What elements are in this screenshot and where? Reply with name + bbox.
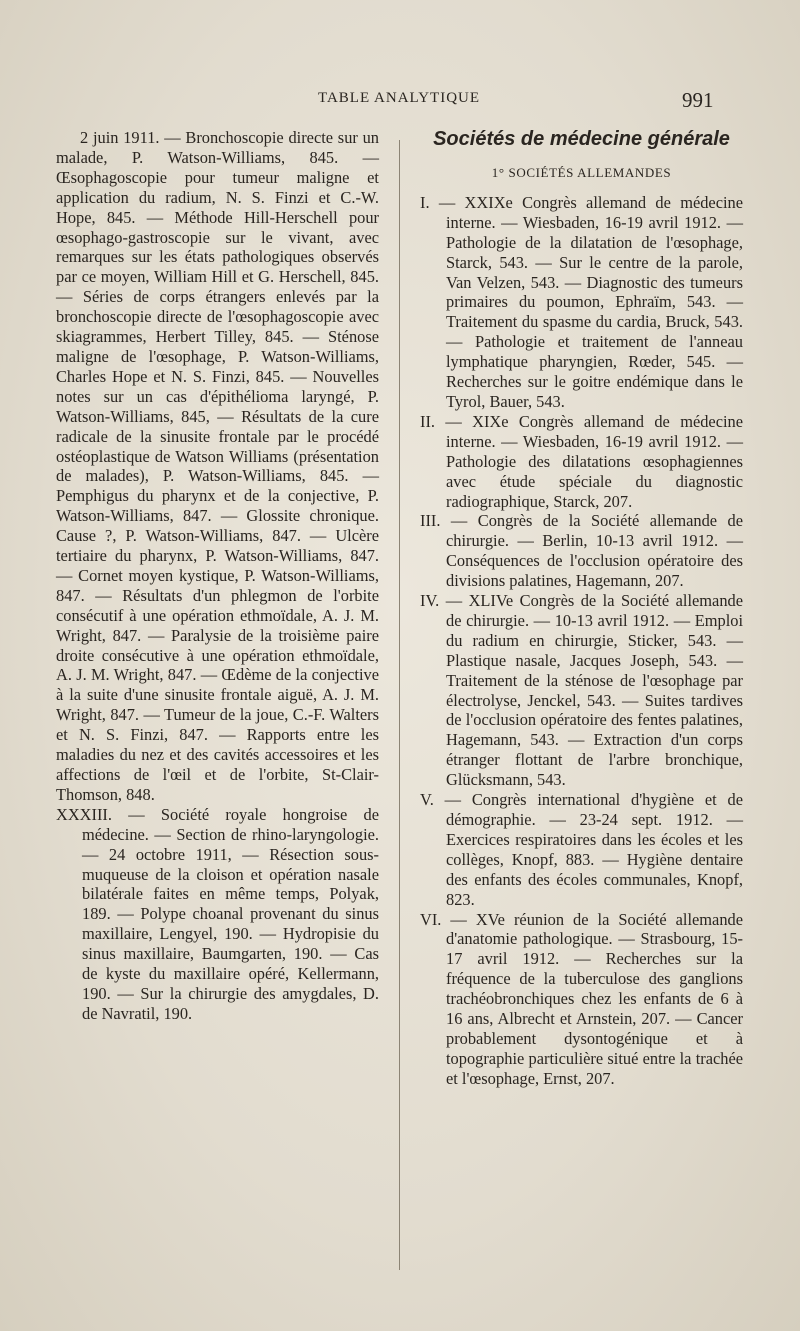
subsection-title: 1° SOCIÉTÉS ALLEMANDES: [491, 165, 672, 180]
running-head: [0, 88, 800, 112]
index-entry-vi: VI. — XVe réunion de la Société allemande d'anatomie pathologique. — Strasbourg, 15-17 avril 1912. — Recherches sur la fréquence de la tuberculose des ganglions trachéobronchiques chez les enfants de 6 à 16 ans, Albrecht et Arnstein, 207. — Cancer probablement dysontogénique et à topographie particulière situé entre la trachée et l'œsophage, Ernst, 207.: [420, 909, 743, 1088]
section-title: Sociétés de médecine générale: [433, 128, 730, 150]
index-entry-xxxiii: XXXIII. — Société royale hongroise de médecine. — Section de rhino-laryngologie. — 24 octobre 1911, — Résection sous-muqueuse de la cloison et opération nasale bilatérale faites en même temps, Polyak, 189. — Polype choanal provenant du sinus maxillaire, Lengyel, 190. — Hydropisie du sinus maxillaire, Baumgarten, 190. — Cas de kyste du maxillaire opéré, Kellermann, 190. — Sur la chirurgie des amygdales, D. de Navratil, 190.: [56, 804, 379, 1023]
column-divider: [399, 140, 400, 1270]
index-entry-ii: II. — XIXe Congrès allemand de médecine interne. — Wiesbaden, 16-19 avril 1912. — Pathologie des dilatations œsophagiennes avec étude spéciale du diagnostic radiographique, Starck, 207.: [420, 411, 743, 511]
index-entry-iii: III. — Congrès de la Société allemande de chirurgie. — Berlin, 10-13 avril 1912. — Conséquences de l'occlusion opératoire des divisions palatines, Hagemann, 207.: [420, 511, 743, 591]
index-entry-continued: 2 juin 1911. — Bronchoscopie directe sur un malade, P. Watson-Williams, 845. — Œsophagoscopie pour tumeur maligne et application du radium, N. S. Finzi et C.-W. Hope, 845. — Méthode Hill-Herschell pour œsophago-gastroscopie sur le vivant, avec remarques sur les états pathologiques observés par ce moyen, William Hill et G. Herschell, 845. — Séries de corps étrangers enlevés par la bronchoscopie directe de l'œsophagoscopie avec skiagrammes, Herbert Tilley, 845. — Sténose maligne de l'œsophage, P. Watson-Williams, Charles Hope et N. S. Finzi, 845. — Nouvelles notes sur un cas d'épithélioma laryngé, P. Watson-Williams, 845, — Résultats de la cure radicale de la sinusite frontale par le procédé ostéoplastique de Watson Williams (présentation de malades), P. Watson-Williams, 845. — Pemphigus du pharynx et de la conjective, P. Watson-Williams, 847. — Glossite chronique. Cause ?, P. Watson-Williams, 847. — Ulcère tertiaire du pharynx, P. Watson-Williams, 847. — Cornet moyen kystique, P. Watson-Williams, 847. — Résultats d'un phlegmon de l'orbite consécutif à une opération ethmoïdale, A. J. M. Wright, 847. — Paralysie de la troisième paire droite consécutive à une opération ethmoïdale, A. J. M. Wright, 847. — Œdème de la conjective à la suite d'une sinusite frontale aiguë, A. J. M. Wright, 847. — Tumeur de la joue, C.-F. Walters et N. S. Finzi, 847. — Rapports entre les maladies du nez et des cavités accessoires et les affections de l'œil et de l'orbite, St-Clair-Thomson, 848.: [56, 128, 379, 804]
right-column: [420, 128, 743, 1089]
page-number: 991: [682, 88, 714, 112]
index-entry-i: I. — XXIXe Congrès allemand de médecine interne. — Wiesbaden, 16-19 avril 1912. — Pathologie de la dilatation de l'œsophage, Starck, 543. — Sur le centre de la parole, Van Velzen, 543. — Diagnostic des tumeurs primaires du poumon, Ephraïm, 543. — Traitement du spasme du cardia, Bruck, 543. — Pathologie et traitement de l'anneau lymphatique pharyngien, Rœder, 545. — Recherches sur le goitre endémique dans le Tyrol, Bauer, 543.: [420, 192, 743, 411]
index-entry-v: V. — Congrès international d'hygiène et de démographie. — 23-24 sept. 1912. — Exercices respiratoires dans les écoles et les collèges, Knopf, 883. — Hygiène dentaire des enfants des écoles communales, Knopf, 823.: [420, 790, 743, 909]
left-column: [56, 128, 379, 1024]
running-head-title: TABLE ANALYTIQUE: [318, 90, 481, 106]
index-entry-iv: IV. — XLIVe Congrès de la Société allemande de chirurgie. — 10-13 avril 1912. — Emploi du radium en chirurgie, Sticker, 543. — Plastique nasale, Jacques Joseph, 543. — Traitement de la sténose de l'œsophage par électrolyse, Jenckel, 543. — Suites tardives de l'occlusion opératoire des fentes palatines, Hagemann, 543. — Extraction d'un corps étranger flottant de l'arbre bronchique, Glücksmann, 543.: [420, 591, 743, 790]
